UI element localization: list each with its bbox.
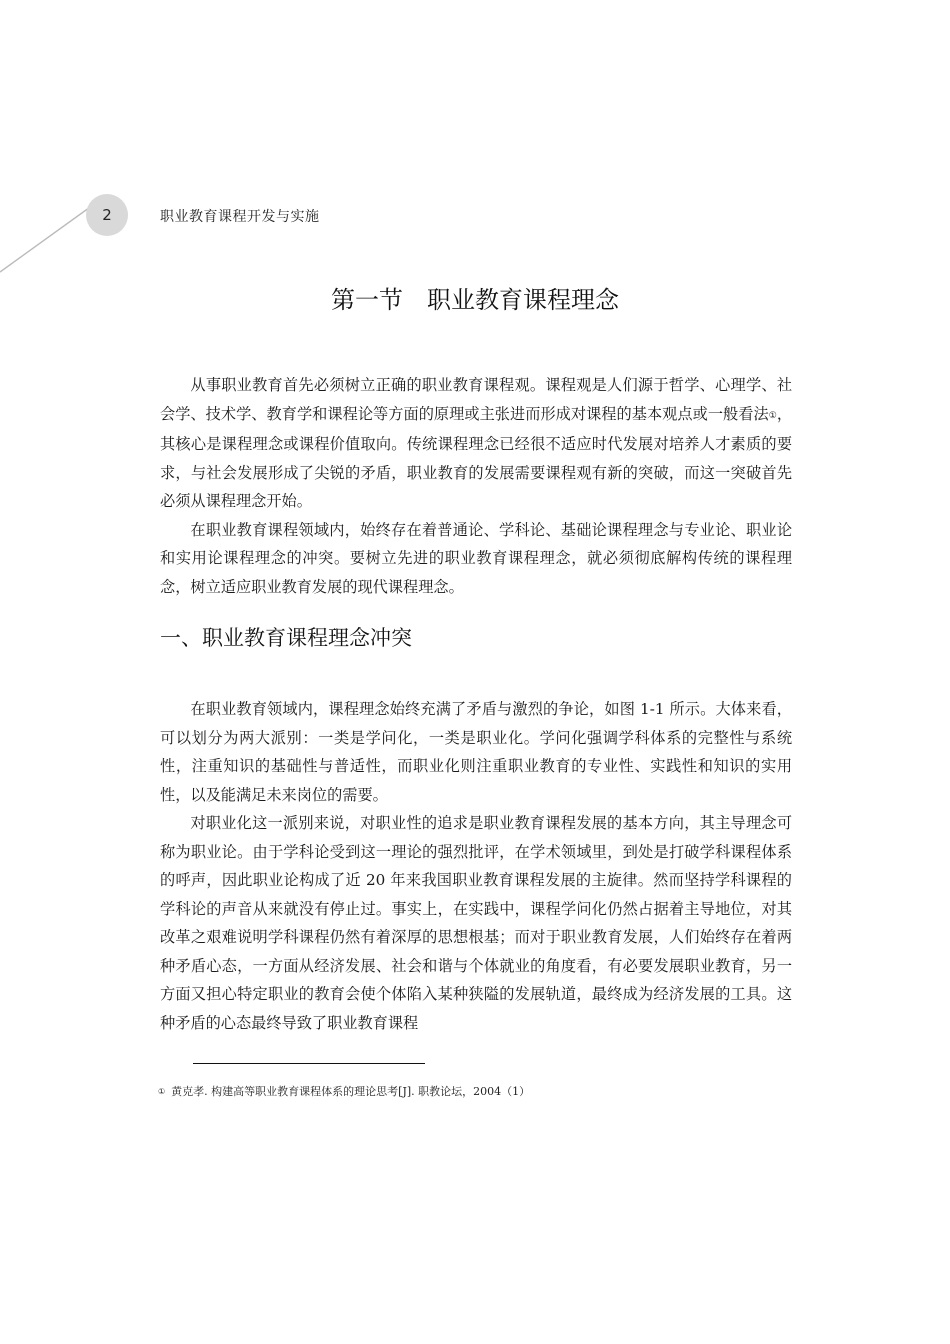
running-header-title: 职业教育课程开发与实施 xyxy=(160,209,320,225)
paragraph: 在职业教育领域内，课程理念始终充满了矛盾与激烈的争论，如图 1-1 所示。大体来看，可以划分为两大派别：一类是学问化，一类是职业化。学问化强调学科体系的完整性与系统性，注重知识的基础性与普适性，而职业化则注重职业教育的专业性、实践性和知识的实用性，以及能满足未来岗位的需要。 xyxy=(160,700,792,804)
page-number-badge xyxy=(86,194,128,236)
section-heading: 职业教育课程理念 xyxy=(427,286,619,314)
footnote-reference[interactable]: ① xyxy=(768,410,777,421)
footnote-divider xyxy=(193,1063,425,1064)
footnote xyxy=(158,1083,530,1099)
section-title xyxy=(0,280,950,315)
footnote-number: ① xyxy=(158,1087,166,1096)
paragraph: 对职业化这一派别来说，对职业性的追求是职业教育课程发展的基本方向，其主导理念可称为职业论。由于学科论受到这一理论的强烈批评，在学术领域里，到处是打破学科课程体系的呼声，因此职业论构成了近 20 年来我国职业教育课程发展的主旋律。然而坚持学科课程的学科论的声音从来就没有停止过。事实上，在实践中，课程学问化仍然占据着主导地位，对其改革之艰难说明学科课程仍然有着深厚的思想根基；而对于职业教育发展，人们始终存在着两种矛盾心态，一方面从经济发展、社会和谐与个体就业的角度看，有必要发展职业教育，另一方面又担心特定职业的教育会使个体陷入某种狭隘的发展轨道，最终成为经济发展的工具。这种矛盾的心态最终导致了职业教育课程 xyxy=(160,814,792,1032)
intro-paragraphs xyxy=(160,371,792,601)
subsection-title: 一、职业教育课程理念冲突 xyxy=(160,626,412,650)
page-number: 2 xyxy=(102,206,112,224)
section-number: 第一节 xyxy=(331,286,403,314)
paragraph: 在职业教育课程领域内，始终存在着普通论、学科论、基础论课程理念与专业论、职业论和实用论课程理念的冲突。要树立先进的职业教育课程理念，就必须彻底解构传统的课程理念，树立适应职业教育发展的现代课程理念。 xyxy=(160,520,792,596)
paragraph: 从事职业教育首先必须树立正确的职业教育课程观。课程观是人们源于哲学、心理学、社会学、技术学、教育学和课程论等方面的原理或主张进而形成对课程的基本观点或一般看法①，其核心是课程理念或课程价值取向。传统课程理念已经很不适应时代发展对培养人才素质的要求，与社会发展形成了尖锐的矛盾，职业教育的发展需要课程观有新的突破，而这一突破首先必须从课程理念开始。 xyxy=(160,376,793,510)
footnote-text: 黄克孝. 构建高等职业教育课程体系的理论思考[J]. 职教论坛，2004（1） xyxy=(171,1085,531,1098)
main-paragraphs xyxy=(160,695,792,1037)
